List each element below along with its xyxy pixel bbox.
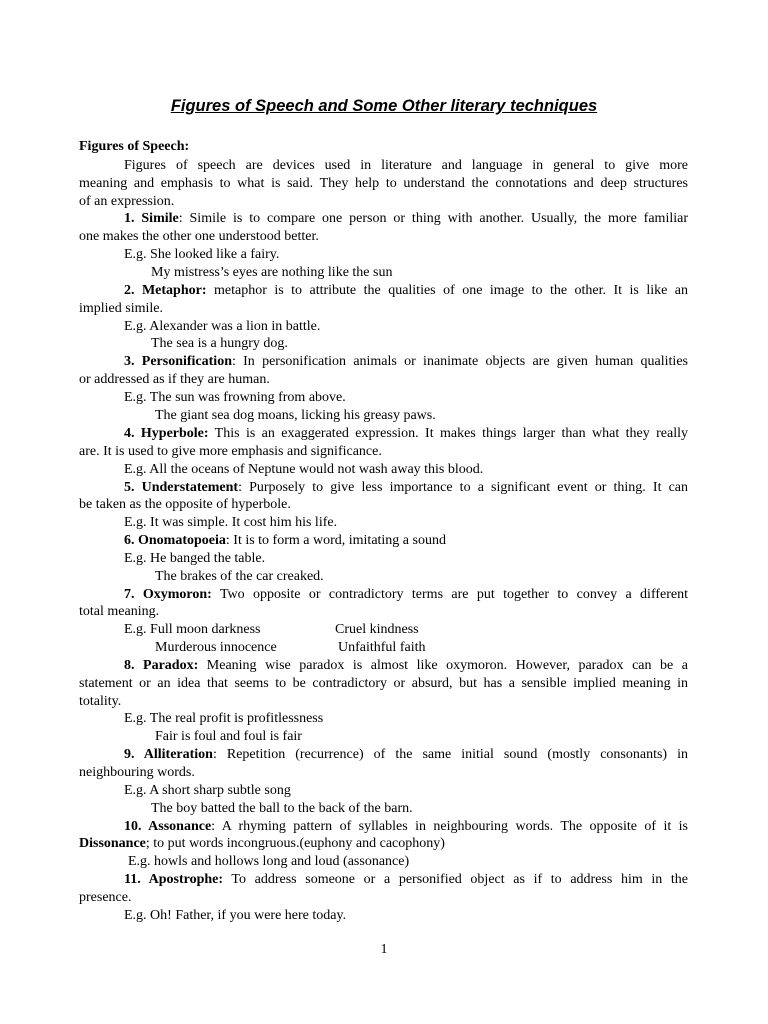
oxymoron-definition-cont: total meaning. [79,604,160,619]
metaphor-definition-cont: implied simile. [79,301,163,316]
alliteration-definition: 9. Alliteration: Repetition (recurrence) of the same initial sound (mostly consonants) in [124,747,689,762]
personification-example: The giant sea dog moans, licking his greasy paws. [155,408,436,423]
understatement-definition: 5. Understatement: Purposely to give less importance to a significant event or thing. It can [124,480,689,495]
metaphor-example: The sea is a hungry dog. [151,336,288,351]
assonance-example: E.g. howls and hollows long and loud (assonance) [128,854,410,869]
personification-example: E.g. The sun was frowning from above. [124,390,346,405]
assonance-definition-cont: Dissonance; to put words incongruous.(euphony and cacophony) [79,836,445,851]
hyperbole-example: E.g. All the oceans of Neptune would not wash away this blood. [124,462,484,477]
understatement-definition-cont: be taken as the opposite of hyperbole. [79,497,291,512]
simile-example: My mistress’s eyes are nothing like the sun [151,265,393,280]
oxymoron-example: E.g. Full moon darkness [124,622,261,637]
oxymoron-example: Cruel kindness [335,622,419,637]
oxymoron-definition: 7. Oxymoron: Two opposite or contradictory terms are put together to convey a different [124,587,688,602]
apostrophe-definition: 11. Apostrophe: To address someone or a personified object as if to address him in the [124,872,688,887]
oxymoron-example: Unfaithful faith [338,640,426,655]
metaphor-example: E.g. Alexander was a lion in battle. [124,319,321,334]
simile-definition: 1. Simile: Simile is to compare one person or thing with another. Usually, the more familiar [124,211,688,226]
paradox-definition: 8. Paradox: Meaning wise paradox is almost like oxymoron. However, paradox can be a [124,658,688,673]
alliteration-definition-cont: neighbouring words. [79,765,195,780]
personification-definition: 3. Personification: In personification animals or inanimate objects are given human qualities [124,354,688,369]
section-heading: Figures of Speech: [79,139,190,154]
paradox-definition-cont: totality. [79,694,122,709]
paradox-definition-cont: statement or an idea that seems to be contradictory or absurd, but has a sensible implied meaning in [79,676,688,691]
intro-line: of an expression. [79,194,175,209]
paradox-example: Fair is foul and foul is fair [155,729,302,744]
simile-definition-cont: one makes the other one understood better. [79,229,319,244]
page-number: 1 [380,942,388,957]
alliteration-example: The boy batted the ball to the back of the barn. [151,801,413,816]
intro-line: meaning and emphasis to what is said. They help to understand the connotations and deep structures [79,176,688,191]
understatement-example: E.g. It was simple. It cost him his life. [124,515,338,530]
paradox-example: E.g. The real profit is profitlessness [124,711,324,726]
simile-example: E.g. She looked like a fairy. [124,247,280,262]
apostrophe-example: E.g. Oh! Father, if you were here today. [124,908,347,923]
intro-line: Figures of speech are devices used in literature and language in general to give more [124,158,688,173]
oxymoron-example: Murderous innocence [155,640,277,655]
onomatopoeia-example: E.g. He banged the table. [124,551,266,566]
hyperbole-definition-cont: are. It is used to give more emphasis and significance. [79,444,382,459]
onomatopoeia-example: The brakes of the car creaked. [155,569,324,584]
apostrophe-definition-cont: presence. [79,890,132,905]
personification-definition-cont: or addressed as if they are human. [79,372,270,387]
metaphor-definition: 2. Metaphor: metaphor is to attribute the qualities of one image to the other. It is like an [124,283,688,298]
hyperbole-definition: 4. Hyperbole: This is an exaggerated expression. It makes things larger than what they really [124,426,688,441]
alliteration-example: E.g. A short sharp subtle song [124,783,291,798]
onomatopoeia-definition: 6. Onomatopoeia: It is to form a word, imitating a sound [124,533,446,548]
page-title: Figures of Speech and Some Other literary techniques [170,97,598,115]
assonance-definition: 10. Assonance: A rhyming pattern of syllables in neighbouring words. The opposite of it is [124,819,689,834]
